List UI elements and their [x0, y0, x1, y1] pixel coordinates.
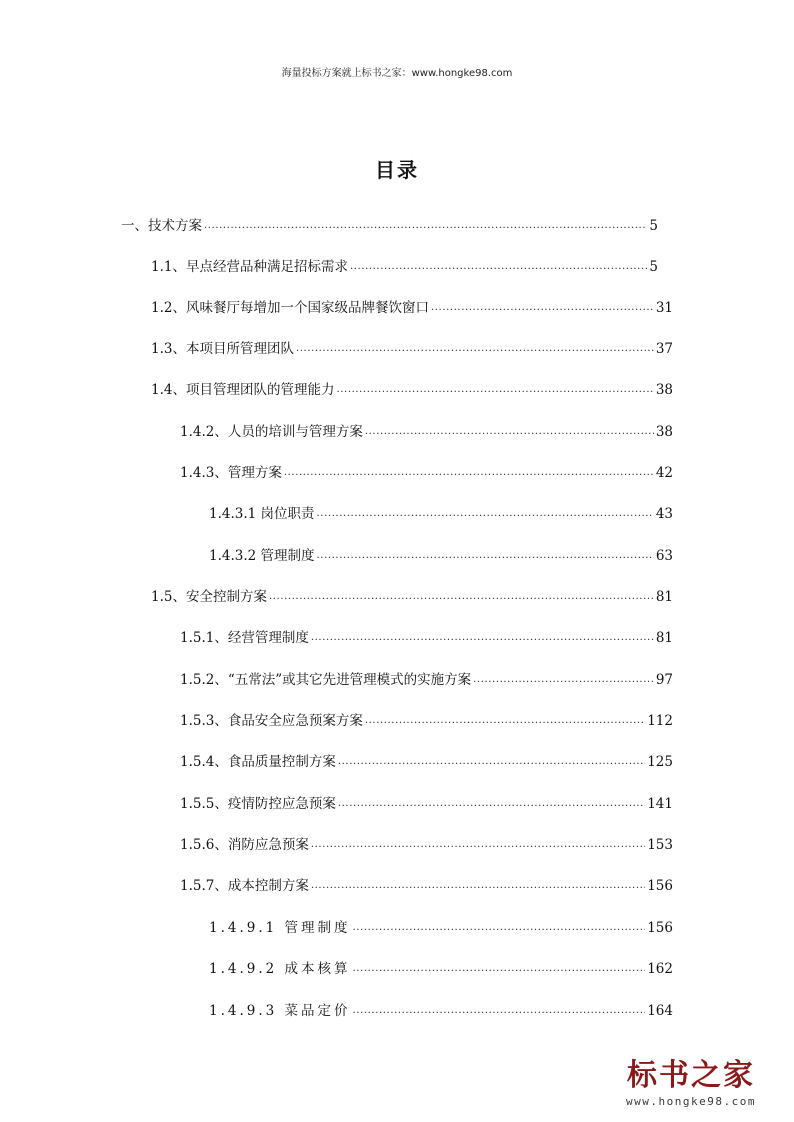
toc-entry[interactable] — [180, 703, 673, 731]
toc-entry[interactable] — [151, 249, 658, 277]
toc-entry[interactable] — [180, 414, 673, 442]
toc-leader-dots — [311, 876, 645, 896]
toc-entry-label: 1.4.2、人员的培训与管理方案 — [180, 424, 363, 440]
toc-entry-page: 164 — [647, 1003, 673, 1019]
toc-entry[interactable] — [209, 993, 673, 1021]
toc-entry-page: 81 — [655, 630, 673, 646]
toc-leader-dots — [284, 463, 654, 483]
toc-entry-page: 43 — [655, 506, 673, 522]
toc-entry[interactable] — [151, 372, 673, 400]
toc-entry[interactable] — [209, 951, 673, 979]
page-title: 目录 — [375, 158, 419, 182]
toc-leader-dots — [317, 504, 654, 524]
toc-leader-dots — [431, 298, 654, 318]
toc-entry-label: 1.4.9.1 管理制度 — [209, 920, 351, 936]
toc-leader-dots — [311, 835, 645, 855]
toc-entry-page: 38 — [655, 382, 673, 398]
toc-entry-label: 1.4.3.2 管理制度 — [209, 548, 315, 564]
toc-entry-label: 1.5.1、经营管理制度 — [180, 630, 309, 646]
page-header: 海量投标方案就上标书之家：www.hongke98.com — [281, 68, 513, 79]
toc-leader-dots — [269, 587, 654, 607]
toc-leader-dots — [311, 628, 654, 648]
toc-entry[interactable] — [180, 620, 673, 648]
toc-leader-dots — [338, 752, 645, 772]
toc-entry[interactable] — [209, 538, 673, 566]
toc-entry-page: 42 — [655, 465, 673, 481]
toc-entry[interactable] — [151, 290, 673, 318]
toc-leader-dots — [350, 257, 647, 277]
toc-entry-label: 1.5、安全控制方案 — [151, 589, 267, 605]
toc-entry-label: 1.5.4、食品质量控制方案 — [180, 754, 336, 770]
toc-entry-label: 1.4.9.2 成本核算 — [209, 961, 351, 977]
toc-entry-page: 38 — [655, 424, 673, 440]
toc-entry-page: 37 — [655, 341, 673, 357]
toc-entry-label: 1.5.7、成本控制方案 — [180, 878, 309, 894]
toc-leader-dots — [473, 670, 654, 690]
toc-entry-label: 1.5.3、食品安全应急预案方案 — [180, 713, 363, 729]
toc-entry[interactable] — [180, 786, 673, 814]
toc-entry-page: 81 — [655, 589, 673, 605]
toc-entry-label: 1.4.3.1 岗位职责 — [209, 506, 315, 522]
toc-entry-label: 1.5.6、消防应急预案 — [180, 837, 309, 853]
toc-entry-label: 1.2、风味餐厅每增加一个国家级品牌餐饮窗口 — [151, 300, 429, 316]
toc-entry-page: 141 — [647, 796, 673, 812]
toc-entry-page: 31 — [655, 300, 673, 316]
toc-entry-label: 1.4.3、管理方案 — [180, 465, 282, 481]
toc-leader-dots — [204, 216, 647, 236]
toc-entry-page: 5 — [649, 218, 658, 234]
toc-entry-page: 156 — [647, 878, 673, 894]
toc-entry[interactable] — [209, 496, 673, 524]
toc-entry[interactable] — [121, 208, 658, 236]
toc-leader-dots — [338, 794, 645, 814]
toc-leader-dots — [317, 546, 654, 566]
toc-entry-label: 1.5.2、“五常法”或其它先进管理模式的实施方案 — [180, 672, 472, 688]
toc-leader-dots — [365, 422, 654, 442]
toc-leader-dots — [296, 339, 654, 359]
toc-leader-dots — [365, 711, 645, 731]
toc-entry[interactable] — [180, 868, 673, 896]
toc-entry-label: 1.5.5、疫情防控应急预案 — [180, 796, 336, 812]
toc-entry[interactable] — [180, 827, 673, 855]
watermark-url: www.hongke98.com — [626, 1095, 756, 1108]
toc-entry[interactable] — [151, 331, 673, 359]
toc-leader-dots — [353, 918, 646, 938]
toc-leader-dots — [353, 959, 646, 979]
toc-entry-label: 1.4、项目管理团队的管理能力 — [151, 382, 335, 398]
toc-entry-label: 一、技术方案 — [121, 218, 202, 234]
toc-entry[interactable] — [180, 455, 673, 483]
toc-leader-dots — [336, 380, 653, 400]
toc-entry-label: 1.3、本项目所管理团队 — [151, 341, 294, 357]
toc-entry-page: 5 — [649, 259, 658, 275]
toc-entry[interactable] — [180, 662, 673, 690]
toc-entry-label: 1.4.9.3 菜品定价 — [209, 1003, 351, 1019]
toc-entry-page: 97 — [655, 672, 673, 688]
toc-entry[interactable] — [209, 910, 673, 938]
watermark-brand: 标书之家 — [627, 1058, 755, 1093]
toc-entry-page: 125 — [647, 754, 673, 770]
toc-entry[interactable] — [180, 744, 673, 772]
toc-entry-label: 1.1、早点经营品种满足招标需求 — [151, 259, 348, 275]
watermark-logo — [606, 1059, 776, 1108]
toc-entry-page: 156 — [647, 920, 673, 936]
toc-entry-page: 63 — [655, 548, 673, 564]
toc-leader-dots — [353, 1001, 646, 1021]
toc-entry[interactable] — [151, 579, 673, 607]
toc-entry-page: 112 — [647, 713, 673, 729]
toc-entry-page: 153 — [647, 837, 673, 853]
toc-entry-page: 162 — [647, 961, 673, 977]
